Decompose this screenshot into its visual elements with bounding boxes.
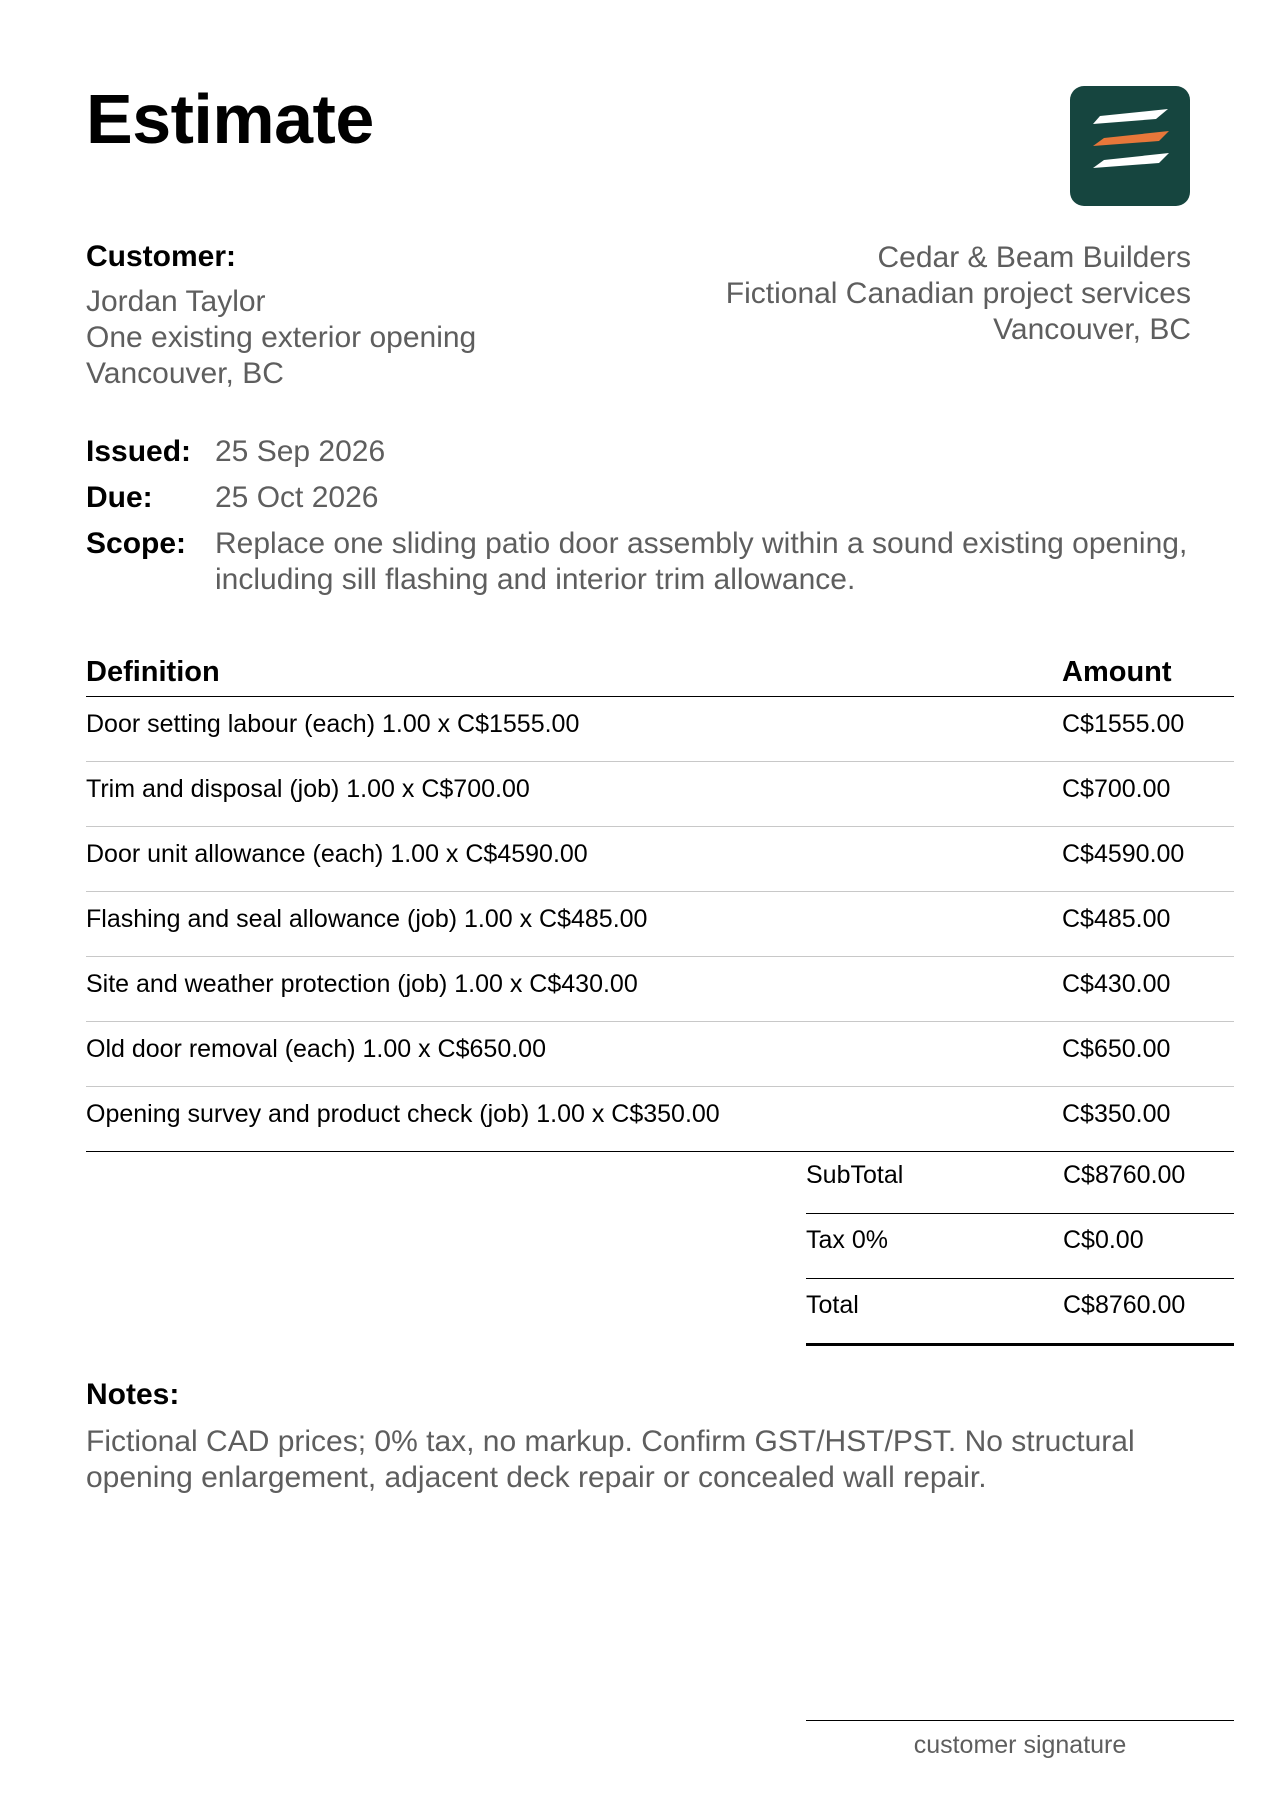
issued-date: 25 Sep 2026 xyxy=(215,435,386,468)
customer-name: Jordan Taylor xyxy=(86,285,266,318)
customer-label: Customer: xyxy=(86,240,237,273)
company-name: Cedar & Beam Builders xyxy=(877,241,1191,274)
table-row xyxy=(86,957,1234,1022)
stacked-planks-icon xyxy=(1070,86,1190,206)
item-definition: Old door removal (each) 1.00 x C$650.00 xyxy=(86,1035,546,1063)
due-date: 25 Oct 2026 xyxy=(215,481,379,514)
item-definition: Door setting labour (each) 1.00 x C$1555.00 xyxy=(86,710,580,738)
definition-header: Definition xyxy=(86,656,220,688)
customer-address: One existing exterior opening xyxy=(86,321,477,354)
item-amount: C$650.00 xyxy=(1062,1035,1171,1063)
item-amount: C$700.00 xyxy=(1062,775,1171,803)
company-block xyxy=(726,240,1191,348)
item-definition: Opening survey and product check (job) 1.00 x C$350.00 xyxy=(86,1100,720,1128)
notes-block xyxy=(86,1378,1236,1496)
company-logo xyxy=(1070,86,1190,206)
item-amount: C$485.00 xyxy=(1062,905,1171,933)
item-definition: Trim and disposal (job) 1.00 x C$700.00 xyxy=(86,775,530,803)
table-row xyxy=(86,1087,1234,1152)
tax-row xyxy=(806,1214,1234,1279)
signature-line[interactable] xyxy=(806,1720,1234,1760)
subtotal-value: C$8760.00 xyxy=(1063,1161,1186,1189)
item-definition: Door unit allowance (each) 1.00 x C$4590.00 xyxy=(86,840,588,868)
table-row xyxy=(86,827,1234,892)
item-amount: C$350.00 xyxy=(1062,1100,1171,1128)
table-row xyxy=(86,762,1234,827)
item-definition: Flashing and seal allowance (job) 1.00 x C$485.00 xyxy=(86,905,648,933)
item-amount: C$430.00 xyxy=(1062,970,1171,998)
customer-city: Vancouver, BC xyxy=(86,357,284,390)
scope-text: Replace one sliding patio door assembly within a sound existing opening, including sill flashing and interior trim allowance. xyxy=(215,527,1188,596)
item-definition: Site and weather protection (job) 1.00 x C$430.00 xyxy=(86,970,638,998)
table-header xyxy=(86,652,1234,697)
item-amount: C$4590.00 xyxy=(1062,840,1185,868)
tax-value: C$0.00 xyxy=(1063,1226,1144,1254)
amount-header: Amount xyxy=(1062,656,1172,688)
subtotal-label: SubTotal xyxy=(806,1161,904,1189)
issued-label: Issued: xyxy=(86,435,192,468)
scope-label: Scope: xyxy=(86,527,187,560)
total-row xyxy=(806,1279,1234,1346)
line-items-table xyxy=(86,652,1234,1152)
signature-label: customer signature xyxy=(913,1731,1127,1759)
notes-line-1: Fictional CAD prices; 0% tax, no markup. Confirm GST/HST/PST. No structural xyxy=(86,1425,1135,1458)
table-row xyxy=(86,697,1234,762)
notes-line-2: opening enlargement, adjacent deck repair or concealed wall repair. xyxy=(86,1461,987,1494)
document-title: Estimate xyxy=(86,80,374,158)
due-label: Due: xyxy=(86,481,153,514)
table-row xyxy=(86,1022,1234,1087)
subtotal-row xyxy=(806,1149,1234,1214)
table-row xyxy=(86,892,1234,957)
notes-label: Notes: xyxy=(86,1378,180,1411)
totals-block xyxy=(806,1149,1234,1346)
company-city: Vancouver, BC xyxy=(993,313,1191,346)
total-label: Total xyxy=(806,1291,859,1319)
tax-label: Tax 0% xyxy=(806,1226,888,1254)
company-tagline: Fictional Canadian project services xyxy=(725,277,1191,310)
item-amount: C$1555.00 xyxy=(1062,710,1185,738)
customer-block xyxy=(86,240,476,392)
total-value: C$8760.00 xyxy=(1063,1291,1186,1319)
